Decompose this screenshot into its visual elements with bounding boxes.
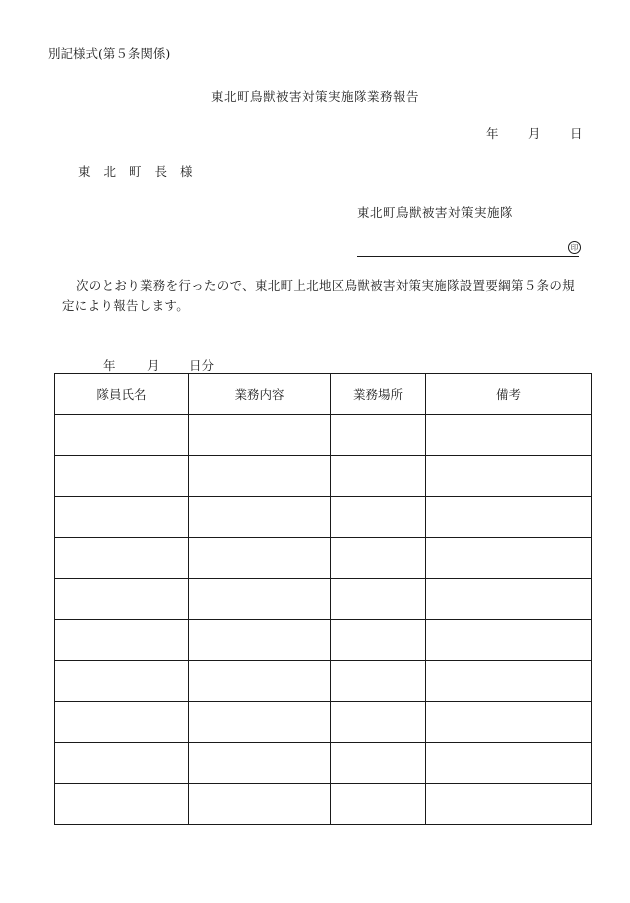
table-cell[interactable] bbox=[426, 456, 592, 497]
header-work-location: 業務場所 bbox=[331, 374, 426, 415]
table-cell[interactable] bbox=[55, 702, 189, 743]
table-cell[interactable] bbox=[426, 702, 592, 743]
body-text: 次のとおり業務を行ったので、東北町上北地区鳥獣被害対策実施隊設置要綱第５条の規定により報告します。 bbox=[62, 278, 575, 313]
table-cell[interactable] bbox=[331, 661, 426, 702]
table-row bbox=[55, 743, 592, 784]
table-cell[interactable] bbox=[331, 415, 426, 456]
table-cell[interactable] bbox=[55, 620, 189, 661]
table-row bbox=[55, 497, 592, 538]
work-date-year-label: 年 bbox=[103, 358, 116, 373]
table-row bbox=[55, 538, 592, 579]
table-cell[interactable] bbox=[331, 579, 426, 620]
table-cell[interactable] bbox=[55, 579, 189, 620]
table-cell[interactable] bbox=[331, 784, 426, 825]
document-title: 東北町鳥獣被害対策実施隊業務報告 bbox=[210, 89, 419, 104]
table-row bbox=[55, 579, 592, 620]
table-cell[interactable] bbox=[189, 784, 331, 825]
table-cell[interactable] bbox=[331, 702, 426, 743]
table-cell[interactable] bbox=[189, 579, 331, 620]
table-cell[interactable] bbox=[189, 497, 331, 538]
organization-name: 東北町鳥獣被害対策実施隊 bbox=[357, 205, 514, 220]
table-cell[interactable] bbox=[55, 661, 189, 702]
table-cell[interactable] bbox=[331, 456, 426, 497]
table-cell[interactable] bbox=[426, 784, 592, 825]
table-cell[interactable] bbox=[426, 579, 592, 620]
table-cell[interactable] bbox=[426, 538, 592, 579]
date-day-label: 日 bbox=[570, 126, 583, 141]
report-table bbox=[54, 373, 592, 825]
signature-line bbox=[357, 256, 579, 257]
header-remarks: 備考 bbox=[426, 374, 592, 415]
table-row bbox=[55, 784, 592, 825]
date-month-label: 月 bbox=[528, 126, 541, 141]
table-cell[interactable] bbox=[426, 743, 592, 784]
table-cell[interactable] bbox=[55, 415, 189, 456]
table-row bbox=[55, 415, 592, 456]
header-work-content: 業務内容 bbox=[189, 374, 331, 415]
table-cell[interactable] bbox=[189, 743, 331, 784]
work-date-day-label: 日分 bbox=[189, 358, 215, 373]
table-cell[interactable] bbox=[426, 497, 592, 538]
table-cell[interactable] bbox=[426, 415, 592, 456]
work-date-month-label: 月 bbox=[147, 358, 160, 373]
table-cell[interactable] bbox=[331, 538, 426, 579]
table-cell[interactable] bbox=[55, 497, 189, 538]
table-cell[interactable] bbox=[55, 743, 189, 784]
table-cell[interactable] bbox=[426, 620, 592, 661]
table-cell[interactable] bbox=[55, 538, 189, 579]
table-cell[interactable] bbox=[331, 620, 426, 661]
header-member-name: 隊員氏名 bbox=[55, 374, 189, 415]
form-label: 別記様式(第５条関係) bbox=[48, 46, 171, 61]
table-cell[interactable] bbox=[189, 702, 331, 743]
table-cell[interactable] bbox=[189, 415, 331, 456]
table-cell[interactable] bbox=[189, 661, 331, 702]
table-cell[interactable] bbox=[331, 497, 426, 538]
table-cell[interactable] bbox=[189, 620, 331, 661]
table-cell[interactable] bbox=[55, 784, 189, 825]
table-cell[interactable] bbox=[426, 661, 592, 702]
addressee: 東北町長様 bbox=[78, 164, 206, 179]
table-cell[interactable] bbox=[55, 456, 189, 497]
work-date bbox=[103, 356, 233, 374]
table-row bbox=[55, 661, 592, 702]
table-row bbox=[55, 702, 592, 743]
seal-mark: 印 bbox=[568, 241, 581, 254]
table-cell[interactable] bbox=[189, 538, 331, 579]
date-year-label: 年 bbox=[486, 126, 499, 141]
table-cell[interactable] bbox=[189, 456, 331, 497]
table-cell[interactable] bbox=[331, 743, 426, 784]
table-row bbox=[55, 456, 592, 497]
report-date bbox=[486, 124, 586, 142]
table-header-row bbox=[55, 374, 592, 415]
table-row bbox=[55, 620, 592, 661]
